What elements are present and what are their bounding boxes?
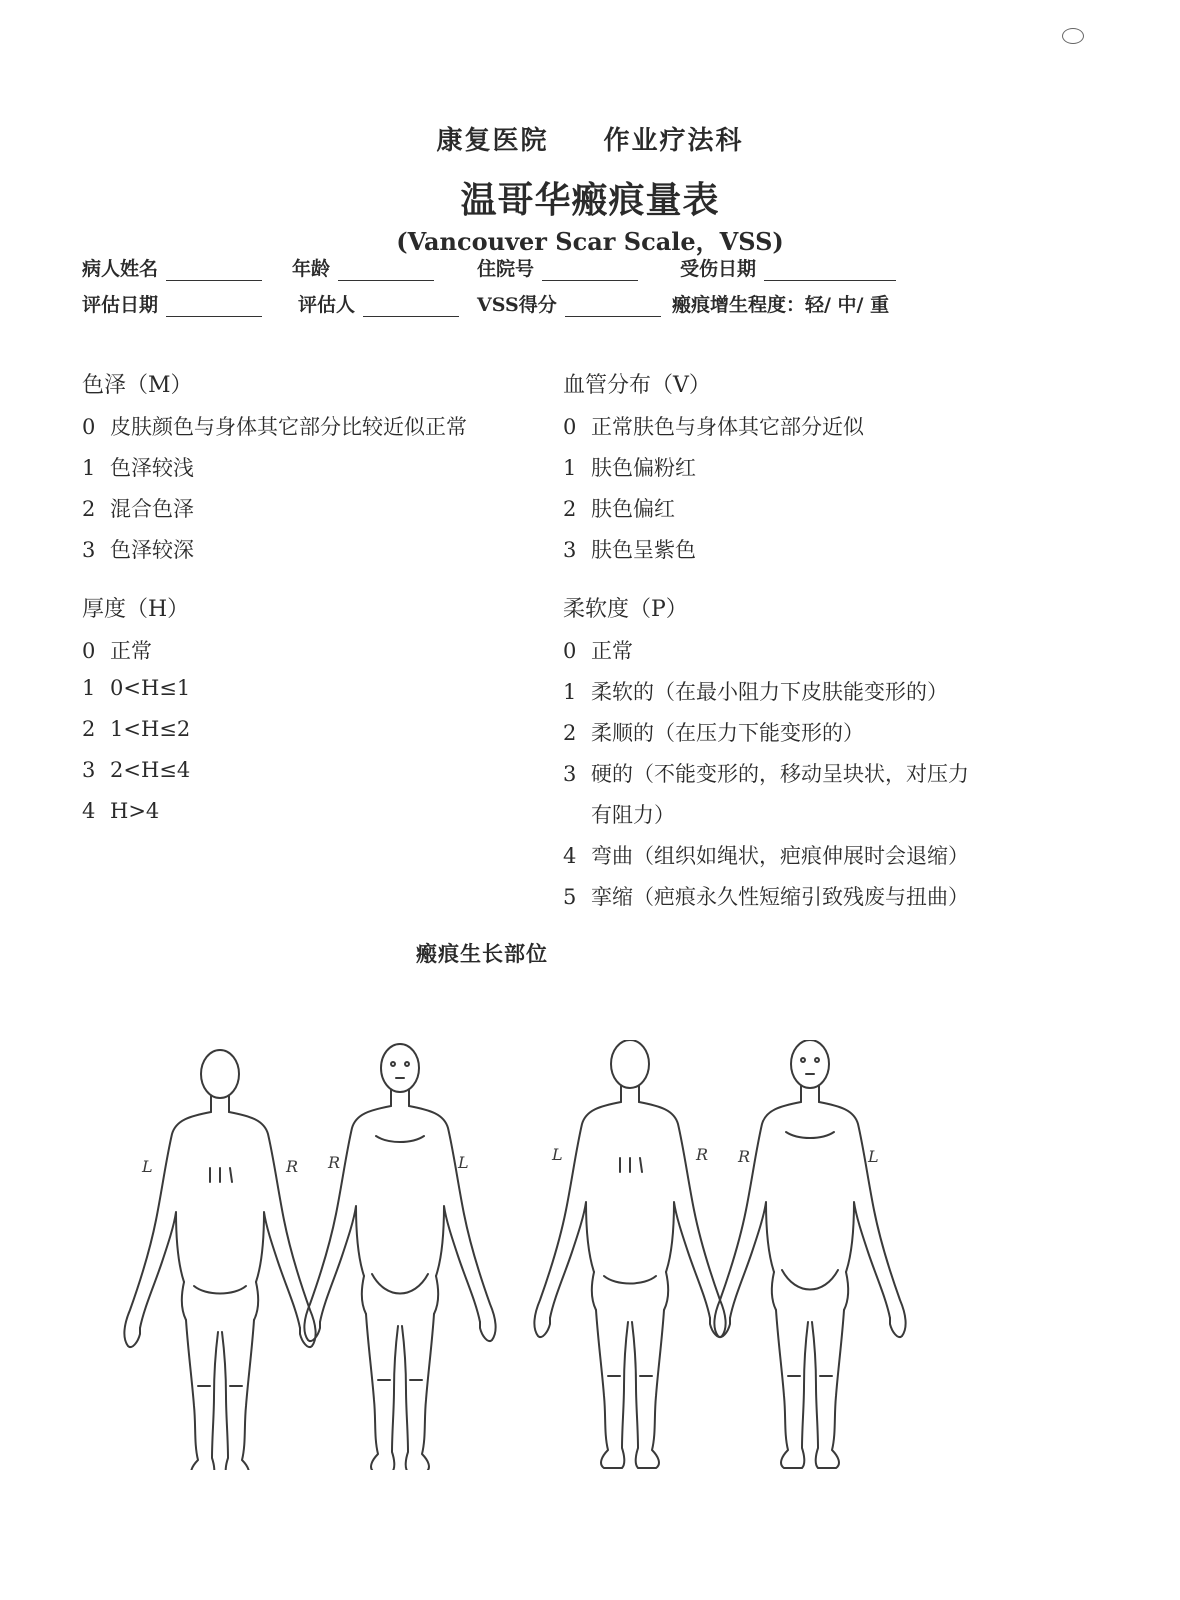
item-text: 柔软的（在最小阻力下皮肤能变形的）: [591, 680, 948, 704]
item-num: 1: [563, 680, 577, 704]
item-text: 1<H≤2: [110, 717, 191, 741]
item-num: 1: [82, 676, 96, 700]
item-num: 0: [563, 415, 577, 439]
field-severity[interactable]: 瘢痕增生程度：轻/ 中/ 重: [672, 294, 890, 316]
form-header: [0, 120, 1180, 157]
item-text: 正常肤色与身体其它部分近似: [591, 415, 864, 439]
field-admission-number: [477, 254, 638, 281]
body-figure-back-2[interactable]: [534, 1040, 725, 1468]
item-text: 肤色偏粉红: [591, 456, 696, 480]
body-label-L: L: [868, 1147, 879, 1166]
item-m-2[interactable]: [82, 493, 194, 523]
item-h-2[interactable]: [82, 717, 190, 741]
body-figure-back-1[interactable]: [124, 1050, 315, 1470]
item-num: 0: [82, 639, 96, 663]
item-text: H>4: [110, 799, 160, 823]
corner-mark: [1062, 28, 1084, 44]
body-label-R: R: [738, 1147, 751, 1166]
item-num: 1: [82, 456, 96, 480]
item-num: 3: [82, 758, 96, 782]
item-v-2[interactable]: [563, 493, 675, 523]
item-num: 2: [82, 717, 96, 741]
body-label-L: L: [552, 1145, 563, 1164]
item-h-1[interactable]: [82, 676, 190, 700]
item-text: 柔顺的（在压力下能变形的）: [591, 721, 864, 745]
item-m-1[interactable]: [82, 452, 194, 482]
field-label: 受伤日期: [680, 258, 757, 280]
item-num: 3: [563, 538, 577, 562]
section-title-pliability: 柔软度（P）: [563, 597, 688, 622]
item-num: 0: [563, 639, 577, 663]
form-title: 温哥华瘢痕量表: [460, 179, 720, 221]
section-title-height: 厚度（H）: [82, 597, 190, 622]
item-text: 0<H≤1: [110, 676, 191, 700]
item-p-3-cont: [563, 799, 675, 829]
item-p-2[interactable]: [563, 717, 864, 747]
admission-number-blank[interactable]: [542, 262, 638, 281]
field-age: [292, 254, 434, 281]
item-text: 混合色泽: [110, 497, 194, 521]
field-label: VSS得分: [477, 294, 557, 316]
body-label-R: R: [328, 1153, 341, 1172]
item-num: 2: [563, 721, 577, 745]
item-text: 肤色呈紫色: [591, 538, 696, 562]
item-text: 色泽较深: [110, 538, 194, 562]
body-figure-front-1[interactable]: [304, 1044, 495, 1470]
item-text: 挛缩（疤痕永久性短缩引致残废与扭曲）: [591, 885, 969, 909]
item-text: 硬的（不能变形的，移动呈块状，对压力: [591, 762, 969, 786]
field-label: 住院号: [477, 258, 535, 280]
item-m-0[interactable]: [82, 411, 467, 441]
item-text: 肤色偏红: [591, 497, 675, 521]
item-text: 色泽较浅: [110, 456, 194, 480]
form-subtitle: (Vancouver Scar Scale，VSS): [396, 227, 784, 256]
item-text: 2<H≤4: [110, 758, 191, 782]
item-v-0[interactable]: [563, 411, 864, 441]
item-h-3[interactable]: [82, 758, 190, 782]
item-num: 5: [563, 885, 577, 909]
field-label: 病人姓名: [82, 258, 159, 280]
injury-date-blank[interactable]: [764, 262, 896, 281]
item-text: 有阻力）: [591, 803, 675, 827]
item-num: 1: [563, 456, 577, 480]
assessor-blank[interactable]: [363, 298, 459, 317]
age-blank[interactable]: [338, 262, 434, 281]
field-assessment-date: [82, 290, 262, 317]
field-patient-name: [82, 254, 262, 281]
body-figure-front-2[interactable]: [714, 1040, 905, 1468]
item-p-3[interactable]: [563, 758, 969, 788]
item-p-4[interactable]: [563, 840, 969, 870]
item-p-5[interactable]: [563, 881, 969, 911]
field-assessor: [298, 290, 459, 317]
item-num: 2: [563, 497, 577, 521]
item-text: 皮肤颜色与身体其它部分比较近似正常: [110, 415, 467, 439]
item-num: 3: [82, 538, 96, 562]
section-title-pigmentation: 色泽（M）: [82, 373, 193, 398]
item-p-1[interactable]: [563, 676, 948, 706]
assessment-date-blank[interactable]: [166, 298, 262, 317]
scar-region-title: 瘢痕生长部位: [416, 941, 548, 966]
item-text: 正常: [110, 639, 152, 663]
body-label-L: L: [142, 1157, 153, 1176]
item-v-1[interactable]: [563, 452, 696, 482]
body-label-R: R: [696, 1145, 709, 1164]
item-num: 3: [563, 762, 577, 786]
field-label: 评估人: [298, 294, 356, 316]
item-h-4[interactable]: [82, 799, 159, 823]
section-title-vascularity: 血管分布（V）: [563, 373, 711, 398]
item-text: 正常: [591, 639, 633, 663]
department-name: 作业疗法科: [603, 126, 744, 156]
field-injury-date: [680, 254, 896, 281]
item-num: 4: [563, 844, 577, 868]
item-text: 弯曲（组织如绳状，疤痕伸展时会退缩）: [591, 844, 969, 868]
body-label-L: L: [458, 1153, 469, 1172]
field-label: 年龄: [292, 258, 331, 280]
item-num: 4: [82, 799, 96, 823]
item-v-3[interactable]: [563, 534, 696, 564]
item-num: 2: [82, 497, 96, 521]
field-vss-score: [477, 290, 661, 317]
item-h-0[interactable]: [82, 635, 152, 665]
field-label: 评估日期: [82, 294, 159, 316]
item-num: 0: [82, 415, 96, 439]
patient-name-blank[interactable]: [166, 262, 262, 281]
item-p-0[interactable]: [563, 635, 633, 665]
body-label-R: R: [286, 1157, 299, 1176]
body-diagrams: [100, 1040, 920, 1470]
hospital-name: 康复医院: [436, 126, 549, 156]
vss-score-blank[interactable]: [565, 298, 661, 317]
item-m-3[interactable]: [82, 534, 194, 564]
